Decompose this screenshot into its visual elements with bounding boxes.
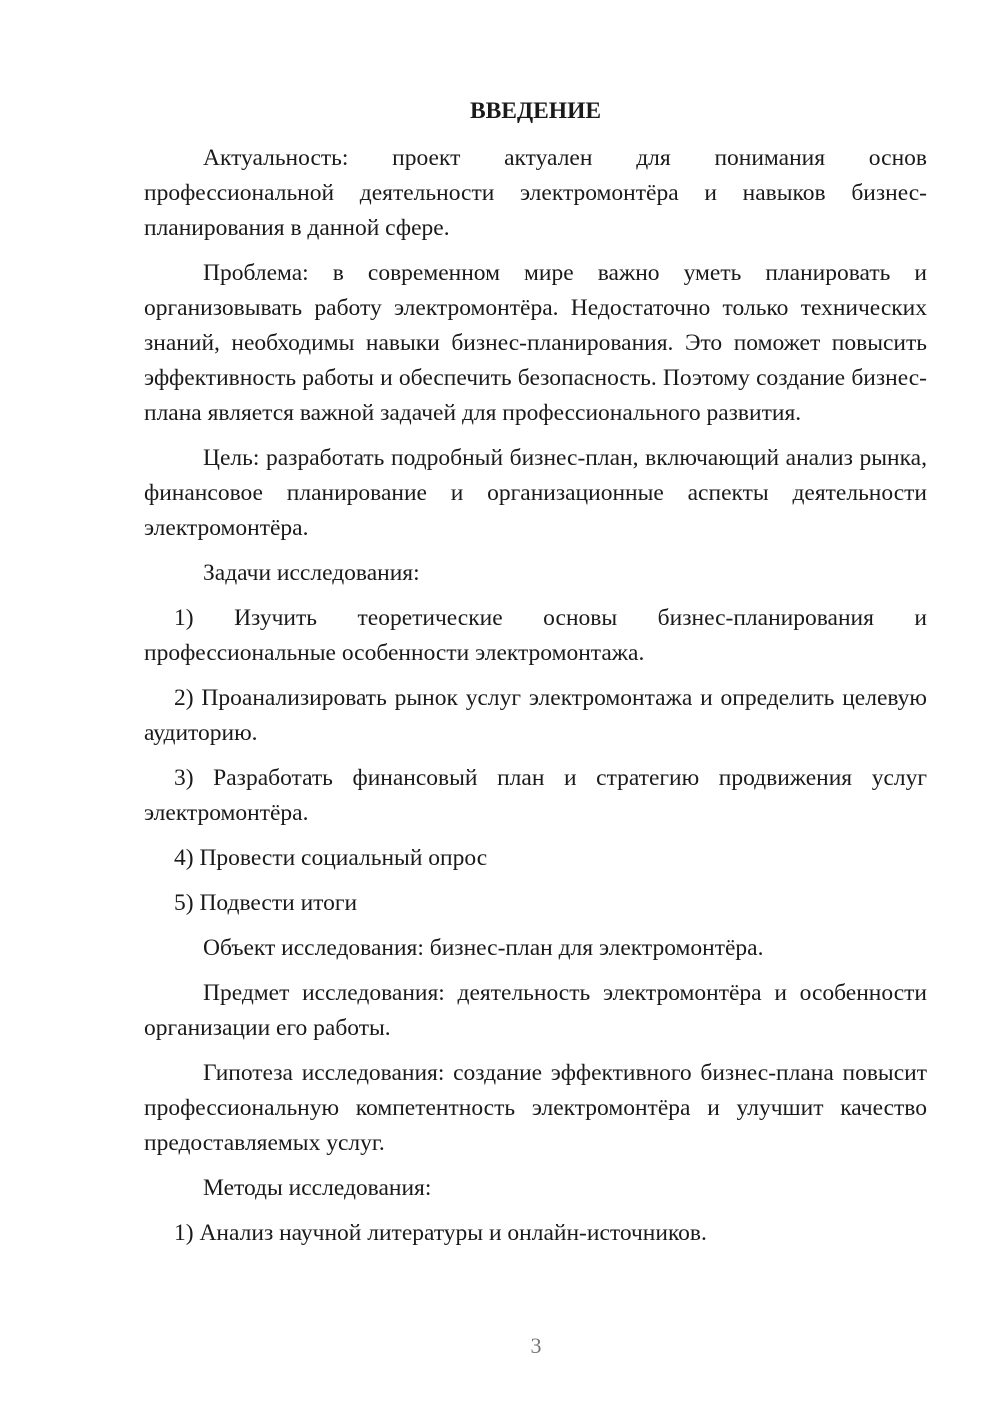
task-item-1: 1) Изучить теоретические основы бизнес-планирования и профессиональные особенности электромонтажа. xyxy=(144,605,927,666)
method-item-1: 1) Анализ научной литературы и онлайн-источников. xyxy=(174,1220,707,1246)
paragraph-object: Объект исследования: бизнес-план для электромонтёра. xyxy=(203,935,764,961)
paragraph-hypothesis: Гипотеза исследования: создание эффективного бизнес-плана повысит профессиональную компетентность электромонтёра и улучшит качество предоставляемых услуг. xyxy=(144,1060,927,1156)
paragraph-tasks-heading: Задачи исследования: xyxy=(203,560,420,586)
task-item-3: 3) Разработать финансовый план и стратегию продвижения услуг электромонтёра. xyxy=(144,765,927,826)
paragraph-goal: Цель: разработать подробный бизнес-план, включающий анализ рынка, финансовое планирование и организационные аспекты деятельности электромонтёра. xyxy=(144,445,927,541)
paragraph-methods-heading: Методы исследования: xyxy=(203,1175,432,1201)
paragraph-relevance: Актуальность: проект актуален для понимания основ профессиональной деятельности электромонтёра и навыков бизнес-планирования в данной сфере. xyxy=(144,145,927,241)
paragraph-subject: Предмет исследования: деятельность электромонтёра и особенности организации его работы. xyxy=(144,980,927,1041)
page-number: 3 xyxy=(530,1333,542,1358)
page-content xyxy=(144,94,927,1261)
task-item-4: 4) Провести социальный опрос xyxy=(174,845,488,871)
task-item-5: 5) Подвести итоги xyxy=(174,890,358,916)
section-title: ВВЕДЕНИЕ xyxy=(469,98,602,124)
task-item-2: 2) Проанализировать рынок услуг электромонтажа и определить целевую аудиторию. xyxy=(144,685,927,746)
paragraph-problem: Проблема: в современном мире важно уметь планировать и организовывать работу электромонтёра. Недостаточно только технических знаний, необходимы навыки бизнес-планирования. Это поможет повысить эффективность работы и обеспечить безопасность. Поэтому создание бизнес-плана является важной задачей для профессионального развития. xyxy=(144,260,927,426)
